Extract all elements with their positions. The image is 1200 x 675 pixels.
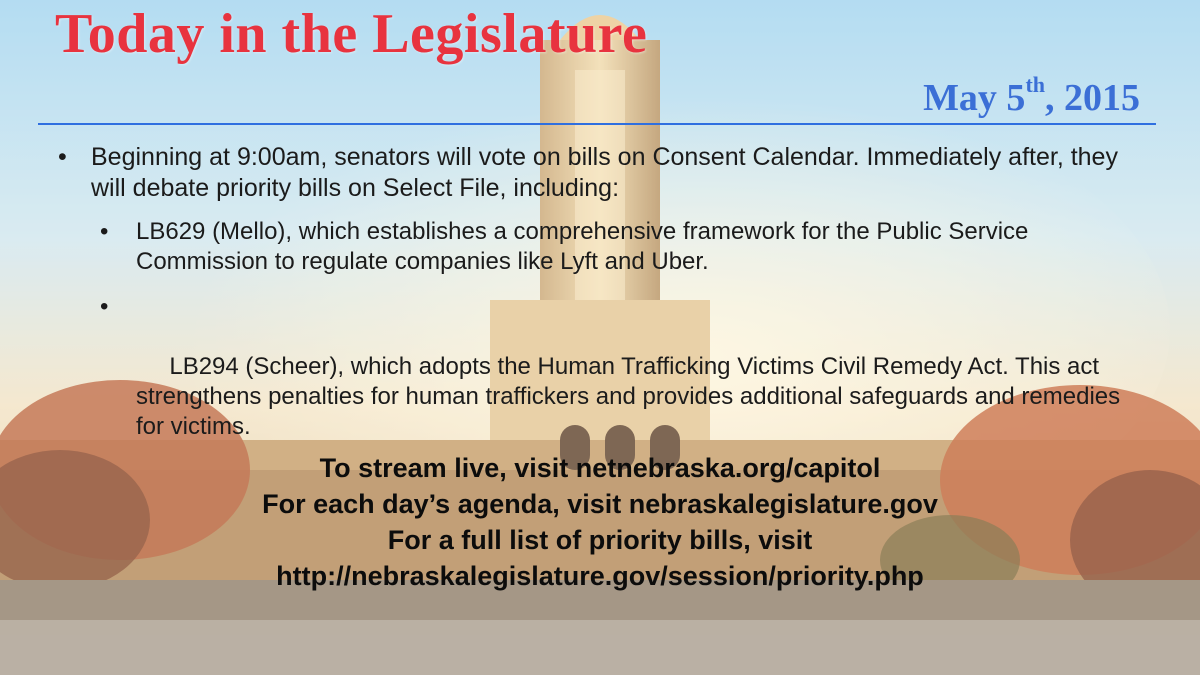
bullet-glyph: • [100, 218, 109, 245]
date-main: May 5 [923, 77, 1026, 119]
links-block [0, 450, 1200, 594]
date-year: , 2015 [1045, 77, 1140, 119]
main-bullet-text: Beginning at 9:00am, senators will vote on bills on Consent Calendar. Immediately after, they will debate priority bills on Select File, including: [91, 143, 1118, 202]
sub-bullet-text: LB629 (Mello), which establishes a comprehensive framework for the Public Service Commission to regulate companies like Lyft and Uber. [136, 218, 1029, 275]
slide-title: Today in the Legislature [55, 3, 648, 65]
sub-bullet-lb294 [58, 292, 1148, 472]
date-superscript: th [1025, 72, 1045, 98]
sub-bullet-lb629 [58, 217, 1148, 277]
bullet-glyph: • [58, 143, 67, 171]
stream-link-line: To stream live, visit netnebraska.org/capitol [319, 453, 881, 483]
sub-bullet-text: LB294 (Scheer), which adopts the Human Trafficking Victims Civil Remedy Act. This act strengthens penalties for human traffickers and provides additional safeguards and remedies for victims. [136, 353, 1127, 440]
main-bullet [58, 142, 1148, 204]
priority-bills-url: http://nebraskalegislature.gov/session/priority.php [276, 561, 924, 591]
agenda-link-line: For each day’s agenda, visit nebraskalegislature.gov [262, 489, 938, 519]
priority-bills-line: For a full list of priority bills, visit [387, 525, 813, 555]
slide-date [923, 72, 1140, 120]
title-divider [38, 123, 1156, 125]
bullet-list [58, 142, 1148, 472]
bullet-glyph: • [100, 293, 109, 320]
